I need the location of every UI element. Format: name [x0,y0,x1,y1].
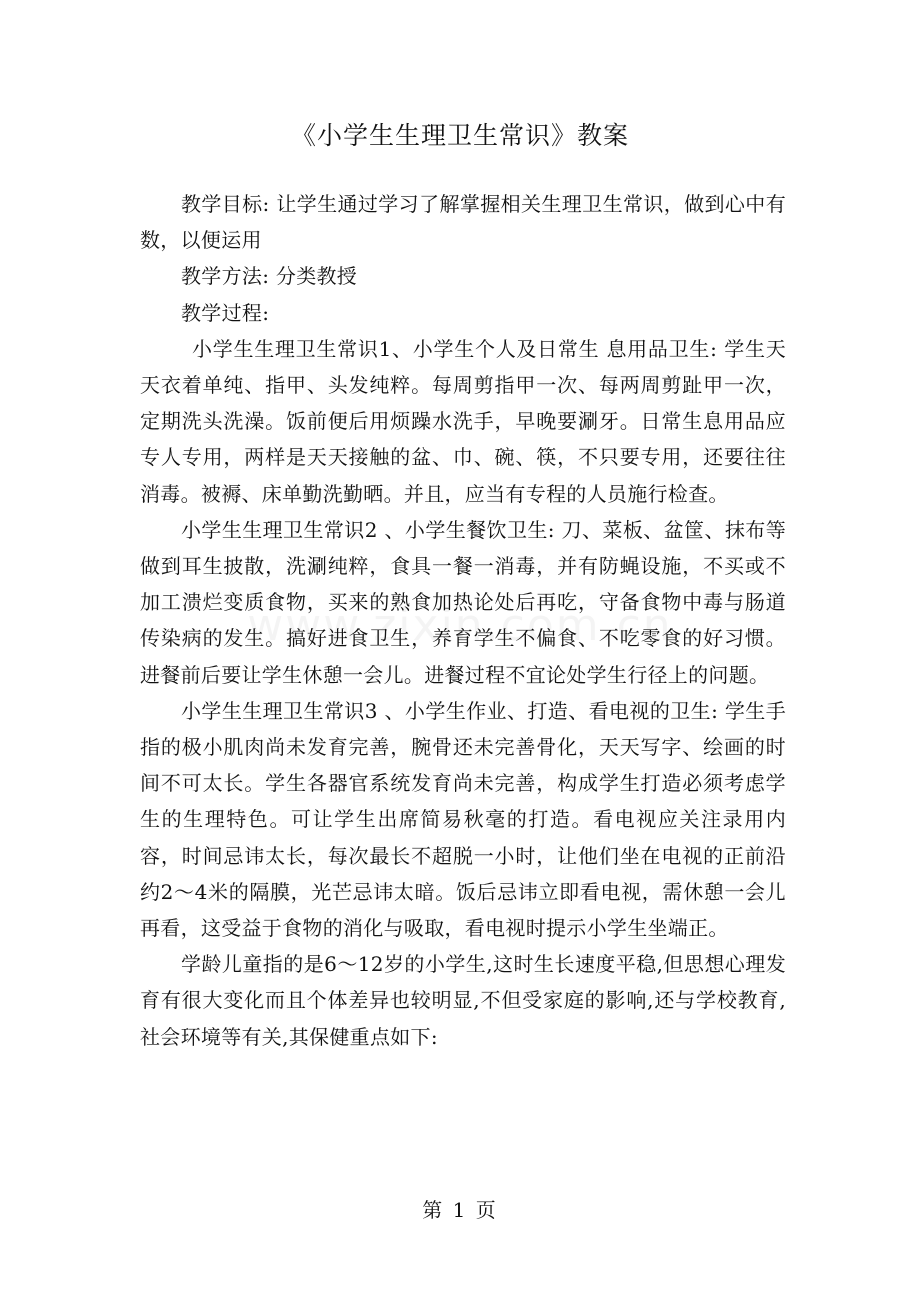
document-body [140,186,786,1055]
paragraph-hygiene-1: 小学生生理卫生常识1、小学生个人及日常生 息用品卫生: 学生天天衣着单纯、指甲、头发纯粹。每周剪指甲一次、每两周剪趾甲一次，定期洗头洗澡。饭前便后用烦躁水洗手，早晚要涮牙。日常生息用品应专人专用，两样是天天接触的盆、巾、碗、筷，不只要专用，还要往往消毒。被褥、床单勤洗勤晒。并且，应当有专程的人员施行检查。 [140,336,786,506]
paragraph-hygiene-3: 小学生生理卫生常识3 、小学生作业、打造、看电视的卫生: 学生手指的极小肌肉尚未发育完善，腕骨还未完善骨化，天天写字、绘画的时间不可太长。学生各器官系统发育尚未完善，构成学生打造必须考虑学生的生理特色。可让学生出席简易秋毫的打造。看电视应关注录用内容，时间忌讳太长，每次最长不超脱一小时，让他们坐在电视的正前沿约2～4米的隔膜，光芒忌讳太暗。饭后忌讳立即看电视，需休憩一会儿再看，这受益于食物的消化与吸取，看电视时提示小学生坐端正。 [140,698,786,941]
paragraph-teaching-method: 教学方法: 分类教授 [181,264,358,289]
page-number: 第 1 页 [422,1198,498,1222]
paragraph-hygiene-2: 小学生生理卫生常识2 、小学生餐饮卫生: 刀、菜板、盆筐、抹布等做到耳生披散，洗涮纯粹，食具一餐一消毒，并有防蝇设施，不买或不加工溃烂变质食物，买来的熟食加热论处后再吃，守备食物中毒与肠道传染病的发生。搞好进食卫生，养育学生不偏食、不吃零食的好习惯。进餐前后要让学生休憩一会儿。进餐过程不宜论处学生行径上的问题。 [140,517,786,687]
paragraph-school-age: 学龄儿童指的是6～12岁的小学生,这时生长速度平稳,但思想心理发育有很大变化而且个体差异也较明显,不但受家庭的影响,还与学校教育,社会环境等有关,其保健重点如下: [140,952,786,1049]
paragraph-teaching-process: 教学过程: [181,300,270,325]
paragraph-teaching-goal: 教学目标: 让学生通过学习了解掌握相关生理卫生常识，做到心中有数，以便运用 [140,192,786,253]
document-title: 《小学生生理卫生常识》教案 [290,121,629,150]
